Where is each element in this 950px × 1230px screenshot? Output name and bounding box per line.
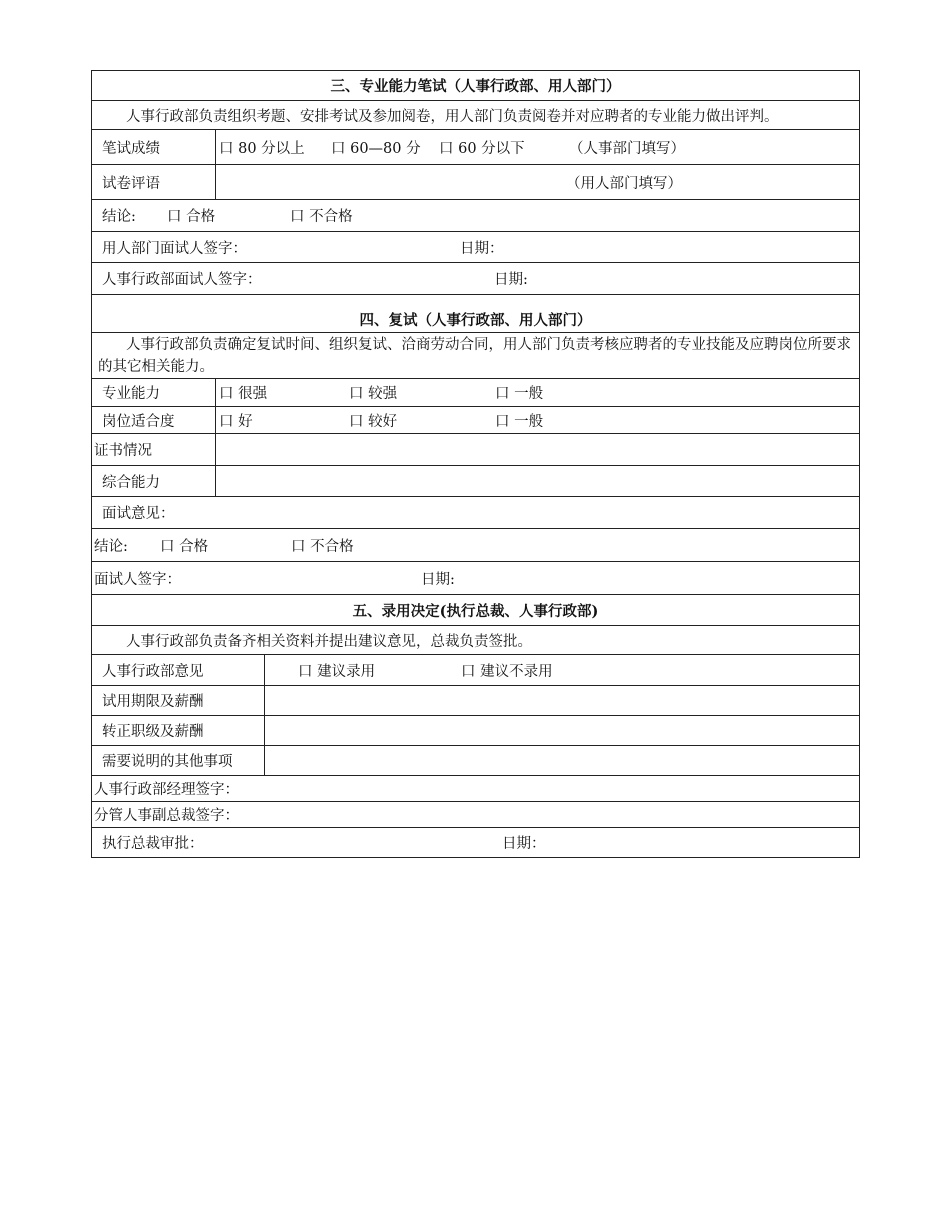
section3-conclusion-row <box>92 199 859 231</box>
section3-conclusion-label: 结论: <box>102 209 136 225</box>
regular-grade-label: 转正职级及薪酬 <box>102 724 204 740</box>
score-option-60-80[interactable]: 口 60—80 分 <box>331 140 421 157</box>
hr-interviewer-sign-label: 人事行政部面试人签字： <box>102 272 262 288</box>
exam-comment-field[interactable] <box>215 165 859 199</box>
fit-good-option[interactable]: 口 好 <box>219 413 253 430</box>
exam-comment-label: 试卷评语 <box>102 175 160 192</box>
ceo-date-label: 日期： <box>502 836 546 852</box>
hr-interviewer-sign <box>92 263 859 294</box>
professional-ability-label: 专业能力 <box>102 386 160 402</box>
ability-very-strong-option[interactable]: 口 很强 <box>219 386 268 402</box>
recommend-hire-option[interactable]: 口 建议录用 <box>298 663 376 680</box>
section4-pass-option[interactable]: 口 合格 <box>160 538 209 555</box>
section4-intro-row <box>92 332 859 378</box>
section5-title-row <box>92 594 859 625</box>
section5-title: 五、录用决定(执行总裁、人事行政部) <box>352 602 599 620</box>
interviewer-sign-label: 面试人签字： <box>94 571 181 588</box>
interview-opinion-row <box>92 496 859 528</box>
overall-ability-row <box>92 465 859 496</box>
hr-interviewer-date-label: 日期: <box>494 272 528 288</box>
certificate-row <box>92 433 859 465</box>
vp-sign-label: 分管人事副总裁签字： <box>94 808 239 824</box>
interviewer-sign-row <box>92 561 859 594</box>
section3-title: 三、专业能力笔试（人事行政部、用人部门） <box>330 78 621 95</box>
interviewer-date-label: 日期: <box>421 571 455 588</box>
section5-intro: 人事行政部负责备齐相关资料并提出建议意见，总裁负责签批。 <box>126 633 532 650</box>
dept-interviewer-row <box>92 231 859 262</box>
ceo-approval-label: 执行总裁审批： <box>102 836 204 852</box>
ability-strong-option[interactable]: 口 较强 <box>349 386 398 402</box>
section4-title-row <box>92 294 859 332</box>
ability-average-option[interactable]: 口 一般 <box>495 386 544 402</box>
section4-fail-option[interactable]: 口 不合格 <box>291 538 354 555</box>
certificate-field[interactable] <box>215 434 859 465</box>
ceo-approval <box>92 828 859 857</box>
position-fit-options <box>215 407 859 433</box>
regular-grade-row <box>92 715 859 745</box>
probation-row <box>92 685 859 715</box>
fit-fairly-good-option[interactable]: 口 较好 <box>349 413 398 430</box>
section3-intro-row <box>92 100 859 129</box>
overall-ability-field[interactable] <box>215 466 859 496</box>
hr-opinion-options <box>264 655 859 685</box>
written-score-options <box>215 130 859 164</box>
professional-ability-options <box>215 379 859 406</box>
section3-conclusion <box>92 200 859 231</box>
position-fit-row <box>92 406 859 433</box>
recruitment-form <box>91 70 860 858</box>
dept-interviewer-sign-label: 用人部门面试人签字： <box>102 240 247 257</box>
manager-sign-label: 人事行政部经理签字： <box>94 782 239 798</box>
section3-pass-option[interactable]: 口 合格 <box>167 209 216 225</box>
manager-sign-row <box>92 775 859 801</box>
section5-intro-row <box>92 625 859 654</box>
position-fit-label: 岗位适合度 <box>102 413 175 430</box>
section3-intro: 人事行政部负责组织考题、安排考试及参加阅卷，用人部门负责阅卷并对应聘者的专业能力做出评判。 <box>126 108 779 125</box>
dept-interviewer-sign <box>92 232 859 262</box>
regular-grade-field[interactable] <box>264 716 859 745</box>
vp-sign-row <box>92 801 859 827</box>
section4-conclusion-row <box>92 528 859 561</box>
score-fill-note: （人事部门填写） <box>569 140 685 157</box>
exam-comment-row <box>92 164 859 199</box>
score-option-below-60[interactable]: 口 60 分以下 <box>439 140 525 157</box>
fit-average-option[interactable]: 口 一般 <box>495 413 544 430</box>
probation-field[interactable] <box>264 686 859 715</box>
interviewer-sign <box>92 562 859 594</box>
score-option-above-80[interactable]: 口 80 分以上 <box>219 140 305 157</box>
hr-opinion-row <box>92 654 859 685</box>
ceo-approval-row <box>92 827 859 857</box>
hr-opinion-label: 人事行政部意见 <box>102 663 204 680</box>
certificate-label: 证书情况 <box>94 443 152 459</box>
section4-conclusion-label: 结论: <box>94 538 128 555</box>
written-score-label: 笔试成绩 <box>102 140 160 157</box>
section4-title: 四、复试（人事行政部、用人部门） <box>359 312 592 329</box>
section3-title-row <box>92 71 859 100</box>
interview-opinion-label[interactable]: 面试意见： <box>102 506 175 522</box>
recommend-no-hire-option[interactable]: 口 建议不录用 <box>461 663 553 680</box>
overall-ability-label: 综合能力 <box>102 474 160 491</box>
written-score-row <box>92 129 859 164</box>
other-matters-label: 需要说明的其他事项 <box>102 754 233 770</box>
dept-interviewer-date-label: 日期： <box>460 240 504 257</box>
professional-ability-row <box>92 378 859 406</box>
other-matters-row <box>92 745 859 775</box>
section4-conclusion <box>92 529 859 561</box>
other-matters-field[interactable] <box>264 746 859 775</box>
section3-fail-option[interactable]: 口 不合格 <box>290 209 353 225</box>
exam-comment-note: （用人部门填写） <box>566 175 682 192</box>
probation-label: 试用期限及薪酬 <box>102 694 204 710</box>
section4-intro: 人事行政部负责确定复试时间、组织复试、洽商劳动合同，用人部门负责考核应聘者的专业技能及应聘岗位所要求的其它相关能力。 <box>98 337 851 375</box>
hr-interviewer-row <box>92 262 859 294</box>
